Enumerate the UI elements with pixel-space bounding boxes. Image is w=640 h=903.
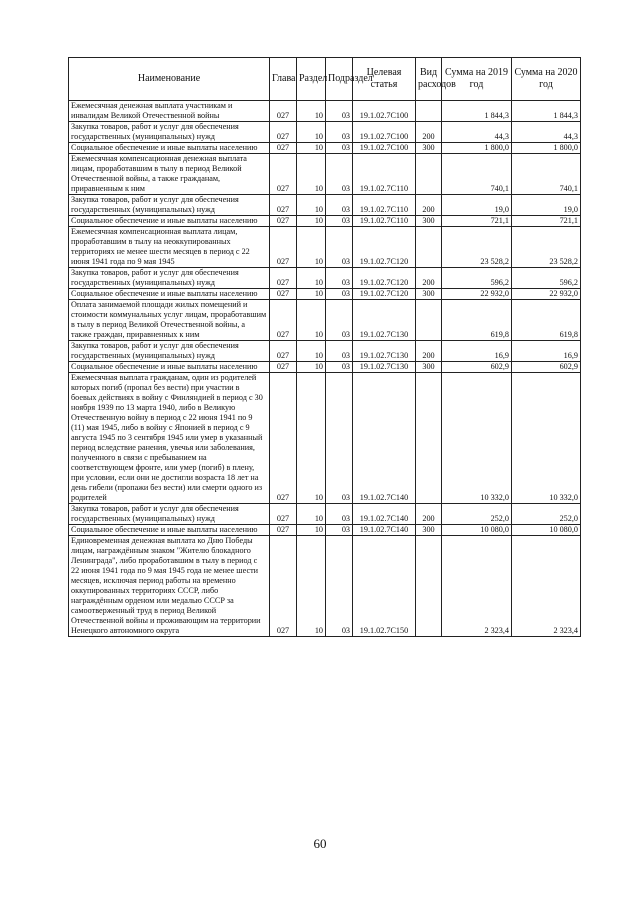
cell-chapter: 027	[270, 122, 297, 143]
cell-name: Оплата занимаемой площади жилых помещений и стоимости коммунальных услуг лицам, проработавшим в тылу в период Великой Отечественной войны, а также граждан, приравненных к ним	[69, 300, 270, 341]
cell-section: 10	[297, 101, 326, 122]
header-sum-2020: Сумма на 2020 год	[512, 58, 581, 101]
cell-chapter: 027	[270, 195, 297, 216]
cell-subsection: 03	[326, 525, 353, 536]
cell-name: Социальное обеспечение и иные выплаты населению	[69, 525, 270, 536]
table-row	[69, 216, 581, 227]
cell-chapter: 027	[270, 341, 297, 362]
header-expense-type: Вид расходов	[416, 58, 442, 101]
cell-expense-type: 300	[416, 216, 442, 227]
cell-expense-type	[416, 300, 442, 341]
table-row	[69, 504, 581, 525]
cell-sum-2020: 1 800,0	[512, 143, 581, 154]
cell-expense-type	[416, 373, 442, 504]
cell-section: 10	[297, 504, 326, 525]
cell-target: 19.1.02.7С130	[353, 341, 416, 362]
cell-subsection: 03	[326, 536, 353, 637]
table-row	[69, 101, 581, 122]
cell-sum-2020: 1 844,3	[512, 101, 581, 122]
cell-sum-2019: 596,2	[442, 268, 512, 289]
cell-section: 10	[297, 122, 326, 143]
cell-subsection: 03	[326, 143, 353, 154]
cell-name: Закупка товаров, работ и услуг для обеспечения государственных (муниципальных) нужд	[69, 195, 270, 216]
cell-name: Закупка товаров, работ и услуг для обеспечения государственных (муниципальных) нужд	[69, 504, 270, 525]
cell-name: Ежемесячная выплата гражданам, один из родителей которых погиб (пропал без вести) при участии в боевых действиях в войну с Финляндией в период с 30 ноября 1939 по 13 марта 1940, либо в Великую Отечественную войну в период с 22 июня 1941 по 9 (11) мая 1945, либо в войну с Японией в период с 9 августа 1945 по 3 сентября 1945 или умер в указанный период вследствие ранения, увечья или заболевания, полученного в связи с пребыванием на соответствующем фронте, или умер (погиб) в плену, при условии, если они не достигли возраста 18 лет на день гибели (пропажи без вести) или смерти одного из родителей	[69, 373, 270, 504]
cell-name: Закупка товаров, работ и услуг для обеспечения государственных (муниципальных) нужд	[69, 341, 270, 362]
cell-section: 10	[297, 154, 326, 195]
cell-sum-2019: 740,1	[442, 154, 512, 195]
cell-target: 19.1.02.7С120	[353, 289, 416, 300]
cell-expense-type	[416, 227, 442, 268]
cell-sum-2020: 44,3	[512, 122, 581, 143]
header-name: Наименование	[69, 58, 270, 101]
cell-sum-2020: 740,1	[512, 154, 581, 195]
cell-subsection: 03	[326, 195, 353, 216]
cell-chapter: 027	[270, 268, 297, 289]
cell-expense-type: 300	[416, 289, 442, 300]
cell-chapter: 027	[270, 289, 297, 300]
cell-chapter: 027	[270, 373, 297, 504]
header-chapter: Глава	[270, 58, 297, 101]
cell-subsection: 03	[326, 341, 353, 362]
cell-target: 19.1.02.7С120	[353, 268, 416, 289]
cell-target: 19.1.02.7С100	[353, 143, 416, 154]
table-row	[69, 362, 581, 373]
table-row	[69, 143, 581, 154]
cell-target: 19.1.02.7С110	[353, 195, 416, 216]
cell-sum-2020: 16,9	[512, 341, 581, 362]
cell-sum-2019: 10 332,0	[442, 373, 512, 504]
cell-sum-2019: 1 844,3	[442, 101, 512, 122]
header-row	[69, 58, 581, 101]
cell-section: 10	[297, 289, 326, 300]
cell-target: 19.1.02.7С130	[353, 300, 416, 341]
cell-expense-type: 300	[416, 362, 442, 373]
cell-section: 10	[297, 143, 326, 154]
cell-chapter: 027	[270, 154, 297, 195]
cell-sum-2020: 596,2	[512, 268, 581, 289]
cell-expense-type: 300	[416, 143, 442, 154]
cell-chapter: 027	[270, 143, 297, 154]
cell-subsection: 03	[326, 154, 353, 195]
table-row	[69, 195, 581, 216]
cell-sum-2019: 10 080,0	[442, 525, 512, 536]
cell-subsection: 03	[326, 101, 353, 122]
cell-section: 10	[297, 268, 326, 289]
cell-sum-2020: 23 528,2	[512, 227, 581, 268]
cell-subsection: 03	[326, 300, 353, 341]
cell-sum-2020: 252,0	[512, 504, 581, 525]
cell-name: Закупка товаров, работ и услуг для обеспечения государственных (муниципальных) нужд	[69, 122, 270, 143]
table-body	[69, 101, 581, 637]
cell-chapter: 027	[270, 362, 297, 373]
cell-chapter: 027	[270, 504, 297, 525]
cell-subsection: 03	[326, 216, 353, 227]
cell-sum-2019: 23 528,2	[442, 227, 512, 268]
cell-sum-2019: 619,8	[442, 300, 512, 341]
cell-sum-2019: 1 800,0	[442, 143, 512, 154]
cell-section: 10	[297, 300, 326, 341]
cell-chapter: 027	[270, 216, 297, 227]
cell-name: Единовременная денежная выплата ко Дню Победы лицам, награждённым знаком "Жителю блокадного Ленинграда", либо проработавшим в тылу в период с 22 июня 1941 года по 9 мая 1945 года не менее шести месяцев, исключая период работы на временно оккупированных территориях СССР, либо награждённым орденом или медалью СССР за самоотверженный труд в период Великой Отечественной войны и проживающим на территории Ненецкого автономного округа	[69, 536, 270, 637]
table-row	[69, 300, 581, 341]
cell-sum-2020: 10 080,0	[512, 525, 581, 536]
cell-sum-2019: 721,1	[442, 216, 512, 227]
cell-subsection: 03	[326, 122, 353, 143]
cell-expense-type: 200	[416, 268, 442, 289]
table-row	[69, 122, 581, 143]
cell-section: 10	[297, 373, 326, 504]
cell-target: 19.1.02.7С100	[353, 122, 416, 143]
cell-target: 19.1.02.7С140	[353, 373, 416, 504]
cell-name: Ежемесячная денежная выплата участникам и инвалидам Великой Отечественной войны	[69, 101, 270, 122]
cell-sum-2020: 602,9	[512, 362, 581, 373]
table-row	[69, 289, 581, 300]
cell-expense-type	[416, 101, 442, 122]
cell-sum-2019: 44,3	[442, 122, 512, 143]
cell-expense-type: 200	[416, 341, 442, 362]
cell-subsection: 03	[326, 227, 353, 268]
cell-target: 19.1.02.7С130	[353, 362, 416, 373]
cell-sum-2020: 721,1	[512, 216, 581, 227]
cell-expense-type: 200	[416, 504, 442, 525]
cell-sum-2020: 619,8	[512, 300, 581, 341]
cell-target: 19.1.02.7С120	[353, 227, 416, 268]
cell-section: 10	[297, 525, 326, 536]
cell-expense-type	[416, 536, 442, 637]
table-row	[69, 536, 581, 637]
table-row	[69, 227, 581, 268]
header-section: Раздел	[297, 58, 326, 101]
cell-target: 19.1.02.7С140	[353, 504, 416, 525]
cell-name: Социальное обеспечение и иные выплаты населению	[69, 289, 270, 300]
cell-subsection: 03	[326, 268, 353, 289]
cell-chapter: 027	[270, 536, 297, 637]
header-target: Целевая статья	[353, 58, 416, 101]
cell-target: 19.1.02.7С110	[353, 216, 416, 227]
table-row	[69, 373, 581, 504]
cell-expense-type: 300	[416, 525, 442, 536]
table-row	[69, 525, 581, 536]
cell-sum-2020: 10 332,0	[512, 373, 581, 504]
cell-expense-type: 200	[416, 122, 442, 143]
cell-expense-type	[416, 154, 442, 195]
header-sum-2019: Сумма на 2019 год	[442, 58, 512, 101]
cell-name: Ежемесячная компенсационная выплата лицам, проработавшим в тылу на неоккупированных территориях не менее шести месяцев в период с 22 июня 1941 года по 9 мая 1945	[69, 227, 270, 268]
cell-chapter: 027	[270, 525, 297, 536]
cell-target: 19.1.02.7С100	[353, 101, 416, 122]
cell-target: 19.1.02.7С140	[353, 525, 416, 536]
cell-name: Ежемесячная компенсационная денежная выплата лицам, проработавшим в тылу в период Великой Отечественной войны, а также гражданам, приравненным к ним	[69, 154, 270, 195]
cell-name: Социальное обеспечение и иные выплаты населению	[69, 362, 270, 373]
page-number: 60	[313, 836, 327, 851]
cell-section: 10	[297, 227, 326, 268]
cell-sum-2019: 16,9	[442, 341, 512, 362]
cell-name: Закупка товаров, работ и услуг для обеспечения государственных (муниципальных) нужд	[69, 268, 270, 289]
cell-target: 19.1.02.7С110	[353, 154, 416, 195]
cell-section: 10	[297, 362, 326, 373]
table-row	[69, 154, 581, 195]
cell-chapter: 027	[270, 300, 297, 341]
cell-subsection: 03	[326, 504, 353, 525]
cell-sum-2019: 252,0	[442, 504, 512, 525]
cell-sum-2020: 22 932,0	[512, 289, 581, 300]
cell-section: 10	[297, 341, 326, 362]
cell-subsection: 03	[326, 289, 353, 300]
cell-sum-2019: 2 323,4	[442, 536, 512, 637]
table-row	[69, 268, 581, 289]
cell-subsection: 03	[326, 373, 353, 504]
budget-table	[68, 57, 581, 637]
cell-name: Социальное обеспечение и иные выплаты населению	[69, 143, 270, 154]
cell-sum-2020: 19,0	[512, 195, 581, 216]
header-subsection: Подраздел	[326, 58, 353, 101]
cell-section: 10	[297, 195, 326, 216]
cell-sum-2019: 19,0	[442, 195, 512, 216]
cell-section: 10	[297, 536, 326, 637]
cell-sum-2019: 602,9	[442, 362, 512, 373]
cell-expense-type: 200	[416, 195, 442, 216]
cell-target: 19.1.02.7С150	[353, 536, 416, 637]
cell-chapter: 027	[270, 227, 297, 268]
cell-sum-2020: 2 323,4	[512, 536, 581, 637]
cell-chapter: 027	[270, 101, 297, 122]
cell-section: 10	[297, 216, 326, 227]
table-row	[69, 341, 581, 362]
cell-sum-2019: 22 932,0	[442, 289, 512, 300]
cell-subsection: 03	[326, 362, 353, 373]
cell-name: Социальное обеспечение и иные выплаты населению	[69, 216, 270, 227]
